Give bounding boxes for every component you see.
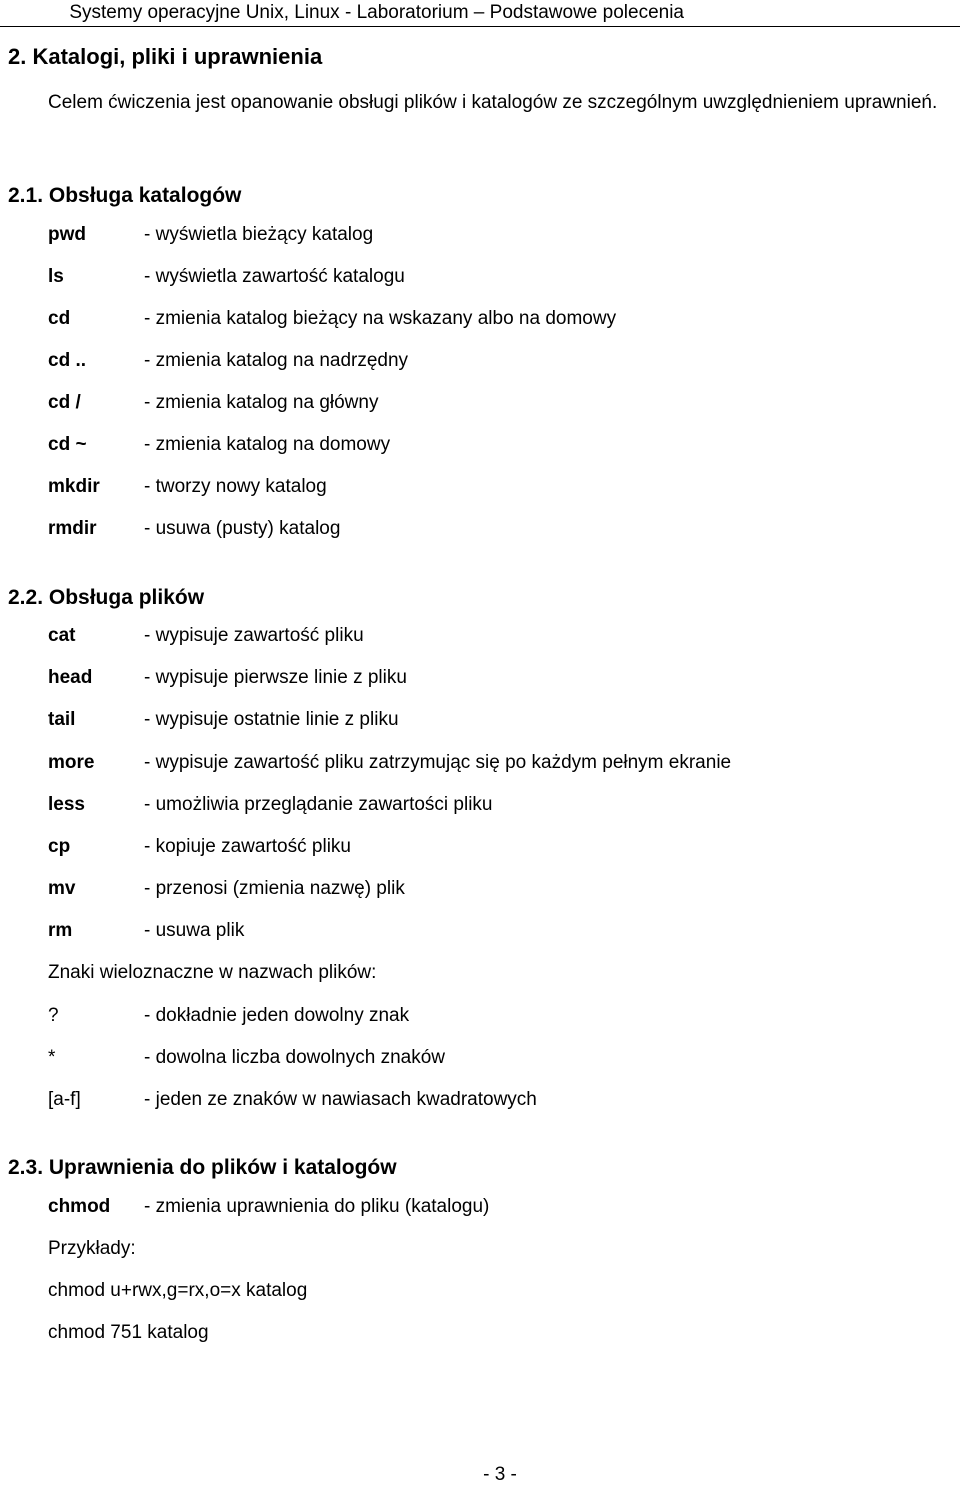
command-name: mkdir [48, 476, 100, 497]
wildcard-symbol: [a-f] [48, 1089, 81, 1110]
command-description: - kopiuje zawartość pliku [144, 836, 351, 857]
command-description: - zmienia katalog bieżący na wskazany albo na domowy [144, 308, 617, 329]
header-title: Systemy operacyjne Unix, Linux - Laboratorium – Podstawowe polecenia [69, 2, 684, 23]
command-name: pwd [48, 224, 86, 245]
example-line: chmod 751 katalog [48, 1322, 209, 1343]
command-name: more [48, 752, 95, 773]
command-name: ls [48, 266, 64, 287]
command-name: mv [48, 878, 76, 899]
command-description: - usuwa (pusty) katalog [144, 518, 341, 539]
command-description: - zmienia katalog na główny [144, 392, 379, 413]
chapter-title: 2. Katalogi, pliki i uprawnienia [8, 44, 323, 69]
command-description: - zmienia uprawnienia do pliku (katalogu) [144, 1196, 490, 1217]
wildcards-heading: Znaki wieloznaczne w nazwach plików: [48, 962, 377, 983]
command-name: cp [48, 836, 71, 857]
command-name: tail [48, 709, 76, 730]
command-description: - wypisuje zawartość pliku [144, 625, 364, 646]
wildcard-description: - jeden ze znaków w nawiasach kwadratowych [144, 1089, 537, 1110]
page-number: - 3 - [483, 1464, 517, 1485]
examples-heading: Przykłady: [48, 1238, 136, 1259]
page-header [0, 0, 960, 27]
command-name: cd .. [48, 350, 87, 371]
section-title: 2.3. Uprawnienia do plików i katalogów [8, 1156, 397, 1179]
example-line: chmod u+rwx,g=rx,o=x katalog [48, 1280, 308, 1301]
command-description: - wypisuje pierwsze linie z pliku [144, 667, 407, 688]
wildcard-description: - dowolna liczba dowolnych znaków [144, 1047, 445, 1068]
command-name: cd [48, 308, 71, 329]
command-description: - wypisuje zawartość pliku zatrzymując się po każdym pełnym ekranie [144, 752, 732, 773]
command-name: cat [48, 625, 76, 646]
command-name: chmod [48, 1196, 111, 1217]
command-description: - wypisuje ostatnie linie z pliku [144, 709, 399, 730]
wildcard-description: - dokładnie jeden dowolny znak [144, 1005, 410, 1026]
command-description: - tworzy nowy katalog [144, 476, 327, 497]
command-description: - usuwa plik [144, 920, 245, 941]
chapter-intro: Celem ćwiczenia jest opanowanie obsługi plików i katalogów ze szczególnym uwzględnieniem uprawnień. [48, 92, 938, 113]
command-name: rm [48, 920, 73, 941]
command-description: - wyświetla bieżący katalog [144, 224, 374, 245]
wildcard-symbol: * [48, 1047, 56, 1068]
command-description: - przenosi (zmienia nazwę) plik [144, 878, 405, 899]
section-title: 2.2. Obsługa plików [8, 586, 205, 609]
wildcard-symbol: ? [48, 1005, 59, 1026]
command-description: - zmienia katalog na domowy [144, 434, 391, 455]
section-title: 2.1. Obsługa katalogów [8, 184, 242, 207]
command-name: head [48, 667, 93, 688]
command-description: - wyświetla zawartość katalogu [144, 266, 405, 287]
command-name: cd / [48, 392, 81, 413]
command-name: less [48, 794, 85, 815]
command-description: - zmienia katalog na nadrzędny [144, 350, 409, 371]
command-name: cd ~ [48, 434, 87, 455]
command-name: rmdir [48, 518, 97, 539]
command-description: - umożliwia przeglądanie zawartości pliku [144, 794, 493, 815]
